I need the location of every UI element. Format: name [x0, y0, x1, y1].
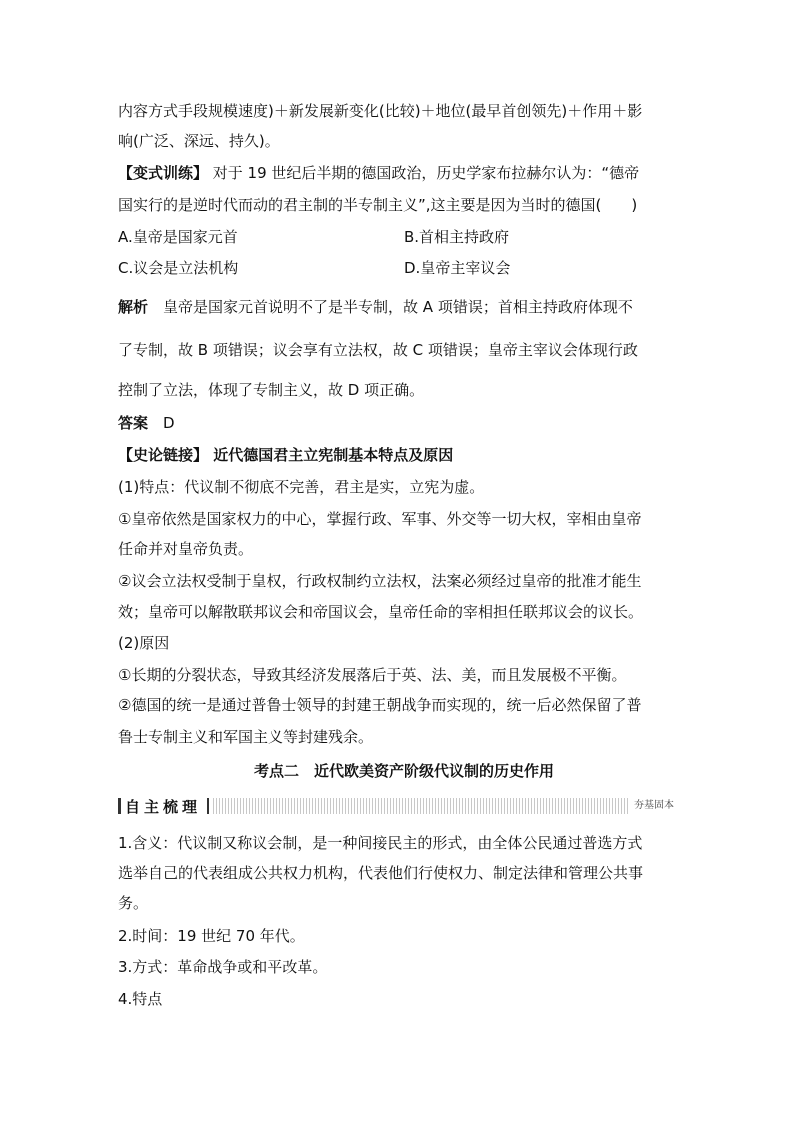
- banner-divider: [207, 798, 209, 814]
- paragraph-line: 内容方式手段规模速度)＋新发展新变化(比较)＋地位(最早首创领先)＋作用＋影: [118, 102, 643, 120]
- answer-label: 答案: [118, 414, 149, 432]
- banner-bar: [118, 798, 121, 814]
- option-d: D.皇帝主宰议会: [404, 259, 511, 277]
- link-tag: 【史论链接】: [118, 446, 209, 464]
- item-line: 2.时间：19 世纪 70 年代。: [118, 927, 305, 945]
- link-line: (1)特点：代议制不彻底不完善，君主是实，立宪为虚。: [118, 478, 485, 496]
- item-line: 3.方式：革命战争或和平改革。: [118, 958, 328, 976]
- item-line: 1.含义：代议制又称议会制，是一种间接民主的形式，由全体公民通过普选方式: [118, 834, 643, 852]
- analysis-line: [118, 297, 690, 317]
- section-banner: [118, 795, 678, 817]
- analysis-line: 了专制，故 B 项错误；议会享有立法权，故 C 项错误；皇帝主宰议会体现行政: [118, 341, 638, 359]
- item-line: 4.特点: [118, 990, 163, 1008]
- exercise-text: 对于 19 世纪后半期的德国政治，历史学家布拉赫尔认为：“德帝: [208, 164, 640, 182]
- link-line: ②德国的统一是通过普鲁士领导的封建王朝战争而实现的，统一后必然保留了普: [118, 696, 642, 714]
- banner-tag: 夯基固本: [630, 798, 678, 814]
- option-c: C.议会是立法机构: [118, 259, 239, 277]
- paragraph-line: 响(广泛、深远、持久)。: [118, 132, 280, 150]
- option-a: A.皇帝是国家元首: [118, 228, 238, 246]
- analysis-line: 控制了立法，体现了专制主义，故 D 项正确。: [118, 381, 425, 399]
- analysis-label: 解析: [118, 298, 149, 316]
- link-line: 鲁士专制主义和军国主义等封建残余。: [118, 728, 374, 746]
- link-line: 任命并对皇帝负责。: [118, 540, 254, 558]
- link-title: 近代德国君主立宪制基本特点及原因: [208, 446, 454, 464]
- answer-line: [118, 413, 690, 433]
- exercise-stem: [118, 163, 690, 183]
- option-b: B.首相主持政府: [404, 228, 510, 246]
- link-heading: [118, 445, 690, 465]
- link-line: ①长期的分裂状态，导致其经济发展落后于英、法、美，而且发展极不平衡。: [118, 666, 627, 684]
- link-line: ②议会立法权受制于皇权，行政权制约立法权，法案必须经过皇帝的批准才能生: [118, 572, 642, 590]
- banner-hatch: [213, 798, 678, 814]
- exercise-tag: 【变式训练】: [118, 164, 209, 182]
- answer-value: D: [148, 414, 175, 432]
- link-line: (2)原因: [118, 634, 170, 652]
- analysis-text: 皇帝是国家元首说明不了是半专制，故 A 项错误；首相主持政府体现不: [148, 298, 633, 316]
- banner-title: 自主梳理: [125, 797, 202, 816]
- item-line: 务。: [118, 894, 149, 912]
- exercise-stem-cont: 国实行的是逆时代而动的君主制的半专制主义”,这主要是因为当时的德国( ): [118, 196, 638, 214]
- link-line: 效；皇帝可以解散联邦议会和帝国议会，皇帝任命的宰相担任联邦议会的议长。: [118, 603, 644, 621]
- link-line: ①皇帝依然是国家权力的中心，掌握行政、军事、外交等一切大权，宰相由皇帝: [118, 510, 642, 528]
- section-title: 考点二 近代欧美资产阶级代议制的历史作用: [253, 762, 554, 780]
- item-line: 选举自己的代表组成公共权力机构，代表他们行使权力、制定法律和管理公共事: [118, 864, 644, 882]
